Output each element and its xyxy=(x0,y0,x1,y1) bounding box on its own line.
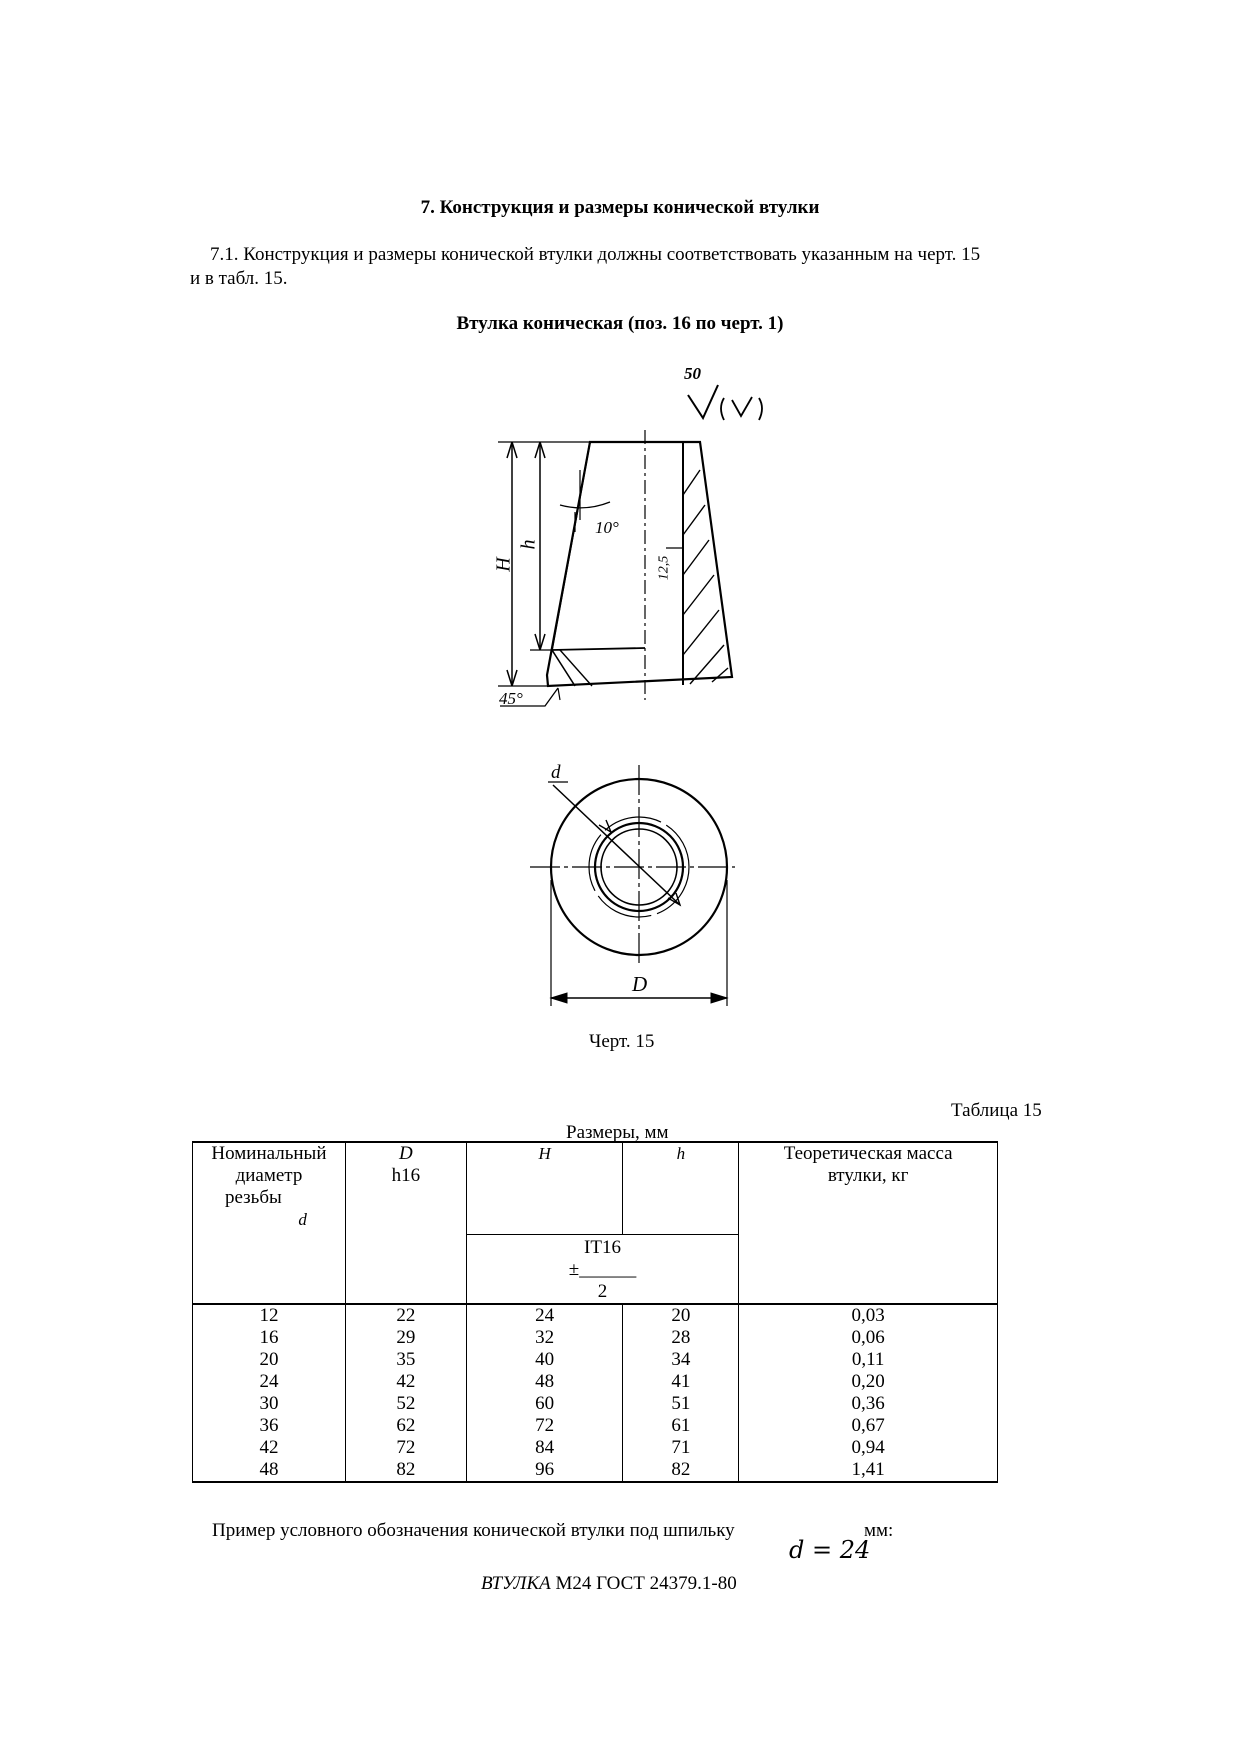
bushing-top-view-drawing xyxy=(530,765,735,1006)
table-cell-h: 51 xyxy=(623,1393,739,1415)
table-cell-D: 82 xyxy=(345,1459,466,1482)
table-row xyxy=(193,1371,998,1393)
dimension-12-5-label: 12,5 xyxy=(656,555,672,581)
table-cell-d: 24 xyxy=(193,1371,346,1393)
table-cell-H: 48 xyxy=(466,1371,623,1393)
table-cell-D: 35 xyxy=(345,1349,466,1371)
table-row xyxy=(193,1393,998,1415)
angle-45-label: 45° xyxy=(499,689,523,708)
table-row xyxy=(193,1437,998,1459)
designation xyxy=(481,1573,737,1595)
roughness-value-label: 50 xyxy=(684,364,701,383)
table-cell-D: 42 xyxy=(345,1371,466,1393)
table-cell-h: 41 xyxy=(623,1371,739,1393)
table-cell-h: 61 xyxy=(623,1415,739,1437)
table-row xyxy=(193,1304,998,1327)
diameter-d-label: d xyxy=(551,762,561,783)
table-cell-H: 32 xyxy=(466,1327,623,1349)
table-row xyxy=(193,1349,998,1371)
table-cell-d: 16 xyxy=(193,1327,346,1349)
roughness-check-icon xyxy=(688,385,718,418)
header-H: H xyxy=(466,1142,623,1234)
table-cell-H: 24 xyxy=(466,1304,623,1327)
table-cell-H: 96 xyxy=(466,1459,623,1482)
table-cell-mass: 0,36 xyxy=(739,1393,998,1415)
paragraph-line-2: и в табл. 15. xyxy=(190,268,288,289)
table-cell-mass: 1,41 xyxy=(739,1459,998,1482)
table-cell-H: 84 xyxy=(466,1437,623,1459)
table-cell-mass: 0,20 xyxy=(739,1371,998,1393)
table-row xyxy=(193,1327,998,1349)
section-title: 7. Конструкция и размеры конической втулки xyxy=(420,197,820,218)
angle-10-label: 10° xyxy=(595,518,619,537)
header-tolerance: IT16 ±______ 2 xyxy=(466,1234,739,1304)
dimensions-table xyxy=(192,1141,998,1483)
dimension-h-label: h xyxy=(517,539,540,550)
dimensions-caption: Размеры, мм xyxy=(566,1122,669,1143)
table-label: Таблица 15 xyxy=(951,1100,1042,1121)
table-cell-D: 72 xyxy=(345,1437,466,1459)
designation-italic: ВТУЛКА xyxy=(481,1573,551,1594)
table-cell-d: 42 xyxy=(193,1437,346,1459)
table-cell-mass: 0,67 xyxy=(739,1415,998,1437)
table-cell-D: 22 xyxy=(345,1304,466,1327)
table-cell-h: 71 xyxy=(623,1437,739,1459)
table-cell-mass: 0,06 xyxy=(739,1327,998,1349)
paragraph-line-1: 7.1. Конструкция и размеры конической втулки должны соответствовать указанным на черт. 15 xyxy=(210,244,981,265)
diameter-D-label: D xyxy=(632,972,648,996)
table-cell-mass: 0,94 xyxy=(739,1437,998,1459)
table-cell-mass: 0,11 xyxy=(739,1349,998,1371)
header-nominal-diameter: Номинальный диаметр резьбы d xyxy=(193,1142,346,1304)
dimension-H-label: H xyxy=(492,557,515,572)
table-cell-D: 52 xyxy=(345,1393,466,1415)
figure-caption: Черт. 15 xyxy=(589,1031,655,1052)
header-D: D h16 xyxy=(345,1142,466,1304)
designation-rest: М24 ГОСТ 24379.1-80 xyxy=(550,1573,737,1594)
table-cell-mass: 0,03 xyxy=(739,1304,998,1327)
table-cell-d: 12 xyxy=(193,1304,346,1327)
example-formula: d = 24 xyxy=(789,1536,871,1564)
figure-title: Втулка коническая (поз. 16 по черт. 1) xyxy=(456,313,784,334)
example-unit: мм: xyxy=(864,1520,894,1541)
table-cell-d: 36 xyxy=(193,1415,346,1437)
table-row xyxy=(193,1459,998,1482)
table-cell-H: 72 xyxy=(466,1415,623,1437)
table-cell-d: 48 xyxy=(193,1459,346,1482)
header-mass: Теоретическая масса втулки, кг xyxy=(739,1142,998,1304)
table-cell-H: 60 xyxy=(466,1393,623,1415)
table-row xyxy=(193,1415,998,1437)
table-cell-h: 28 xyxy=(623,1327,739,1349)
example-text: Пример условного обозначения конической втулки под шпильку xyxy=(212,1520,735,1541)
table-cell-h: 34 xyxy=(623,1349,739,1371)
table-cell-D: 62 xyxy=(345,1415,466,1437)
table-cell-H: 40 xyxy=(466,1349,623,1371)
table-cell-d: 30 xyxy=(193,1393,346,1415)
table-cell-h: 20 xyxy=(623,1304,739,1327)
table-cell-D: 29 xyxy=(345,1327,466,1349)
table-cell-d: 20 xyxy=(193,1349,346,1371)
header-h: h xyxy=(623,1142,739,1234)
table-cell-h: 82 xyxy=(623,1459,739,1482)
